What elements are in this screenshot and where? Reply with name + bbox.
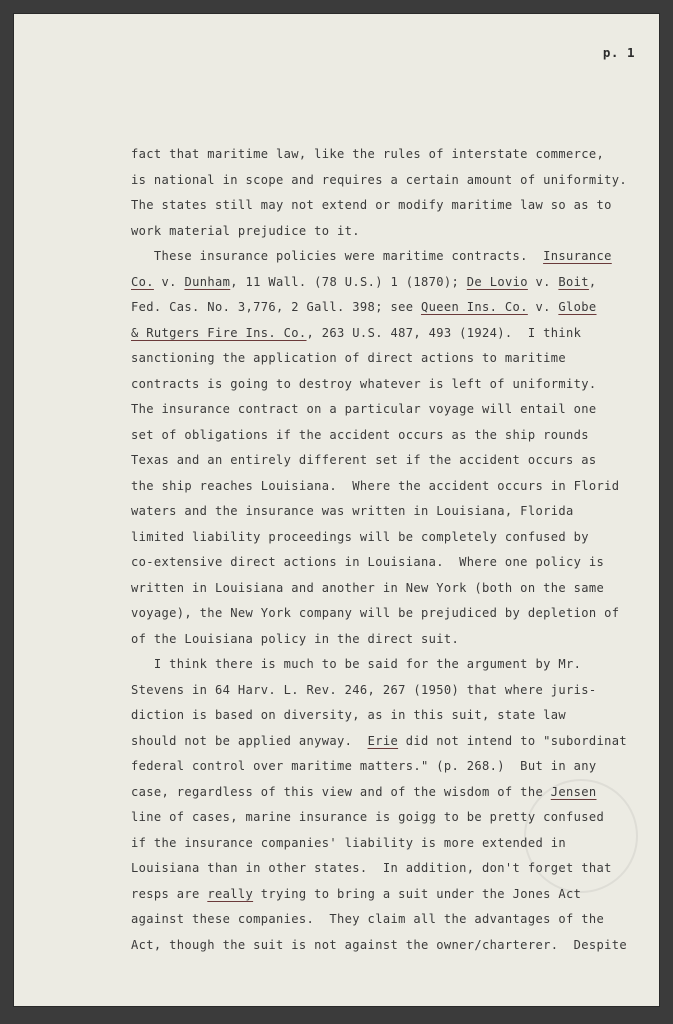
- text-segment: Louisiana than in other states. In addition, don't forget that: [131, 861, 612, 875]
- text-line: [131, 193, 656, 219]
- text-segment: co-extensive direct actions in Louisiana. Where one policy is: [131, 555, 605, 569]
- text-segment: if the insurance companies' liability is more extended in: [131, 835, 566, 850]
- text-line: [131, 397, 656, 423]
- text-line: [131, 882, 656, 908]
- underlined-citation: Dunham: [184, 274, 231, 289]
- text-segment: federal control over maritime matters." (p. 268.) But in any: [131, 759, 597, 773]
- text-segment: set of obligations if the accident occurs as the ship rounds: [131, 427, 589, 442]
- text-segment: trying to bring a suit under the Jones Act: [253, 886, 582, 901]
- text-line: [131, 448, 656, 474]
- text-line: [131, 652, 656, 678]
- text-segment: Stevens in 64 Harv. L. Rev. 246, 267 (1950) that where juris-: [131, 682, 597, 697]
- text-segment: The insurance contract on a particular voyage will entail one: [131, 402, 597, 416]
- underlined-citation: Jensen: [550, 784, 597, 799]
- text-line: [131, 372, 656, 398]
- document-page: [14, 14, 659, 1006]
- text-segment: fact that maritime law, like the rules of interstate commerce,: [131, 147, 605, 161]
- text-line: [131, 831, 656, 857]
- text-line: [131, 219, 656, 245]
- text-segment: , 11 Wall. (78 U.S.) 1 (1870);: [230, 274, 467, 289]
- text-line: [131, 244, 656, 270]
- text-segment: Fed. Cas. No. 3,776, 2 Gall. 398; see: [131, 300, 421, 314]
- text-line: [131, 474, 656, 500]
- text-line: [131, 805, 656, 831]
- underlined-citation: Insurance: [543, 249, 612, 263]
- text-segment: resps are: [131, 886, 208, 901]
- text-line: [131, 525, 656, 551]
- text-segment: against these companies. They claim all the advantages of the: [131, 912, 605, 926]
- text-line: [131, 423, 656, 449]
- text-line: [131, 703, 656, 729]
- text-segment: The states still may not extend or modify maritime law so as to: [131, 198, 612, 212]
- text-line: [131, 601, 656, 627]
- typewritten-body-text: [131, 142, 656, 958]
- underlined-citation: Boit: [558, 274, 589, 289]
- text-line: [131, 295, 656, 321]
- text-line: [131, 933, 656, 959]
- text-segment: case, regardless of this view and of the wisdom of the: [131, 784, 551, 799]
- text-segment: voyage), the New York company will be prejudiced by depletion of: [131, 606, 620, 620]
- underlined-citation: really: [207, 886, 254, 901]
- text-line: [131, 729, 656, 755]
- underlined-citation: Queen Ins. Co.: [420, 300, 528, 314]
- text-line: [131, 678, 656, 704]
- text-segment: written in Louisiana and another in New York (both on the same: [131, 580, 605, 595]
- text-segment: , 263 U.S. 487, 493 (1924). I think: [306, 325, 582, 340]
- text-segment: These insurance policies were maritime contracts.: [131, 249, 544, 263]
- text-segment: waters and the insurance was written in Louisiana, Florida: [131, 504, 574, 518]
- text-line: [131, 270, 656, 296]
- text-line: [131, 780, 656, 806]
- text-line: [131, 346, 656, 372]
- text-segment: limited liability proceedings will be completely confused by: [131, 529, 589, 544]
- underlined-citation: Globe: [558, 300, 597, 314]
- text-line: [131, 499, 656, 525]
- text-line: [131, 142, 656, 168]
- underlined-citation: De Lovio: [466, 274, 528, 289]
- text-segment: v.: [153, 274, 185, 289]
- text-segment: ,: [588, 274, 597, 289]
- text-segment: should not be applied anyway.: [131, 733, 368, 748]
- text-line: [131, 576, 656, 602]
- underlined-citation: & Rutgers Fire Ins. Co.: [131, 325, 307, 340]
- text-line: [131, 856, 656, 882]
- text-line: [131, 321, 656, 347]
- text-segment: sanctioning the application of direct actions to maritime: [131, 351, 566, 365]
- text-segment: of the Louisiana policy in the direct suit.: [131, 631, 460, 646]
- text-line: [131, 754, 656, 780]
- underlined-citation: Co.: [131, 274, 154, 289]
- text-segment: v.: [527, 274, 559, 289]
- text-segment: Act, though the suit is not against the owner/charterer. Despite: [131, 937, 628, 952]
- text-line: [131, 627, 656, 653]
- text-segment: is national in scope and requires a certain amount of uniformity.: [131, 172, 628, 187]
- text-segment: diction is based on diversity, as in this suit, state law: [131, 708, 566, 722]
- text-line: [131, 907, 656, 933]
- text-segment: I think there is much to be said for the argument by Mr.: [131, 657, 582, 671]
- text-segment: contracts is going to destroy whatever is left of uniformity.: [131, 376, 597, 391]
- text-segment: did not intend to "subordinat: [398, 733, 628, 748]
- text-line: [131, 550, 656, 576]
- text-line: [131, 168, 656, 194]
- text-segment: work material prejudice to it.: [131, 223, 360, 238]
- text-segment: v.: [527, 300, 559, 314]
- page-number: p. 1: [602, 45, 635, 60]
- text-segment: line of cases, marine insurance is goigg to be pretty confused: [131, 810, 605, 824]
- underlined-citation: Erie: [367, 733, 399, 748]
- text-segment: Texas and an entirely different set if the accident occurs as: [131, 453, 597, 467]
- text-segment: the ship reaches Louisiana. Where the accident occurs in Florid: [131, 478, 620, 493]
